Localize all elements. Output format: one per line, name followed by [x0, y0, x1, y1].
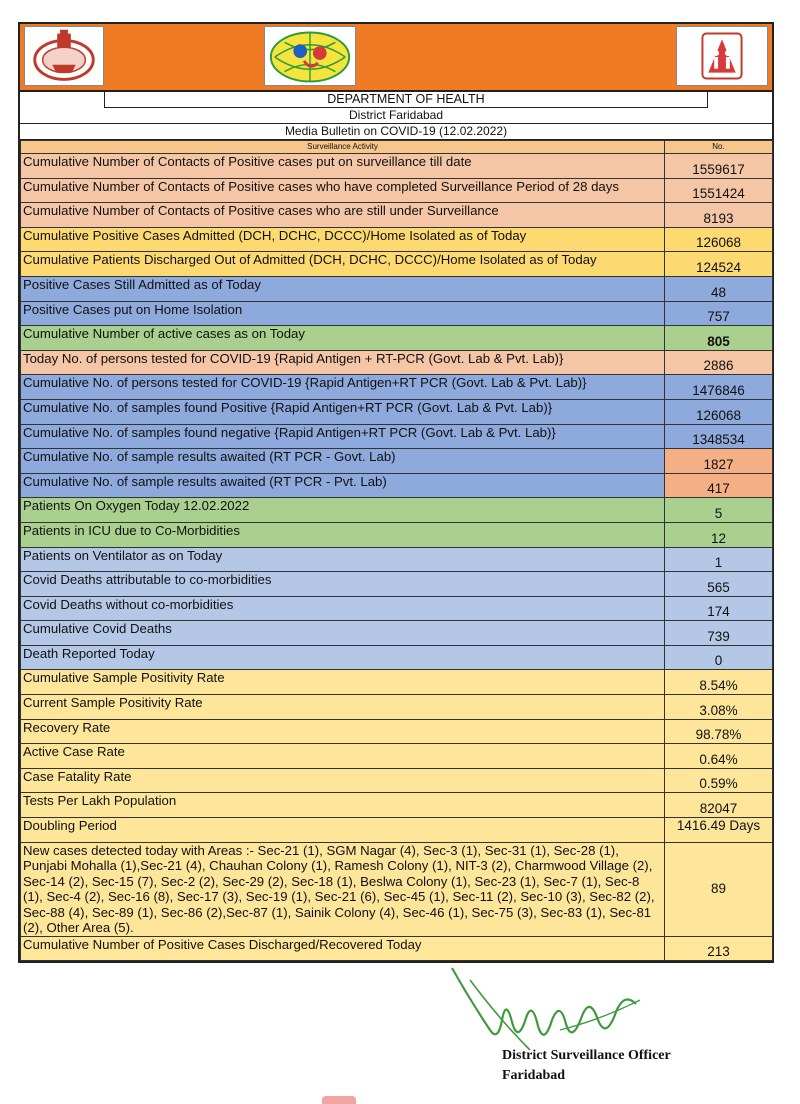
table-row [21, 547, 773, 572]
row-value: 0.64% [665, 744, 773, 769]
table-row [21, 449, 773, 474]
row-label: Covid Deaths without co-morbidities [21, 596, 665, 621]
row-label: Case Fatality Rate [21, 768, 665, 793]
health-mission-logo [264, 26, 356, 86]
table-row [21, 572, 773, 597]
table-row [21, 818, 773, 843]
row-value: 174 [665, 596, 773, 621]
table-row [21, 424, 773, 449]
table-row [21, 793, 773, 818]
officer-title: District Surveillance Officer [502, 1048, 671, 1063]
table-row [21, 621, 773, 646]
row-label: Cumulative No. of sample results awaited (RT PCR - Govt. Lab) [21, 449, 665, 474]
row-label: Doubling Period [21, 818, 665, 843]
table-row [21, 326, 773, 351]
row-label: Today No. of persons tested for COVID-19 {Rapid Antigen + RT-PCR (Govt. Lab & Pvt. Lab)} [21, 350, 665, 375]
row-label: Cumulative No. of sample results awaited (RT PCR - Pvt. Lab) [21, 473, 665, 498]
row-value: 126068 [665, 227, 773, 252]
row-value: 213 [665, 936, 773, 961]
row-label: Tests Per Lakh Population [21, 793, 665, 818]
row-label: Positive Cases Still Admitted as of Today [21, 276, 665, 301]
row-label: Patients in ICU due to Co-Morbidities [21, 522, 665, 547]
row-value: 1476846 [665, 375, 773, 400]
table-row [21, 645, 773, 670]
row-label: Cumulative Number of Positive Cases Discharged/Recovered Today [21, 936, 665, 961]
col-header-activity: Surveillance Activity [21, 141, 665, 154]
row-label: Patients On Oxygen Today 12.02.2022 [21, 498, 665, 523]
table-row [21, 596, 773, 621]
family-welfare-logo [676, 26, 768, 86]
table-row [21, 375, 773, 400]
row-value: 1827 [665, 449, 773, 474]
row-value: 805 [665, 326, 773, 351]
row-label: Death Reported Today [21, 645, 665, 670]
row-label: Cumulative Number of Contacts of Positive cases put on surveillance till date [21, 154, 665, 179]
col-header-no: No. [665, 141, 773, 154]
table-row [21, 399, 773, 424]
table-row [21, 473, 773, 498]
row-label: Cumulative Covid Deaths [21, 621, 665, 646]
row-value: 0.59% [665, 768, 773, 793]
row-label: Cumulative No. of samples found Positive {Rapid Antigen+RT PCR (Govt. Lab & Pvt. Lab)} [21, 399, 665, 424]
row-label: Patients on Ventilator as on Today [21, 547, 665, 572]
row-label: Current Sample Positivity Rate [21, 695, 665, 720]
table-row [21, 276, 773, 301]
district-title: District Faridabad [20, 108, 772, 124]
surveillance-table [20, 140, 773, 961]
table-row [21, 695, 773, 720]
table-row [21, 203, 773, 228]
row-label: Cumulative Sample Positivity Rate [21, 670, 665, 695]
officer-block [502, 1046, 671, 1086]
department-title: DEPARTMENT OF HEALTH [104, 92, 708, 108]
row-value: 8193 [665, 203, 773, 228]
header-banner [20, 24, 772, 92]
bulletin-sheet [18, 22, 774, 963]
row-value: 98.78% [665, 719, 773, 744]
table-row [21, 252, 773, 277]
table-header-row [21, 141, 773, 154]
row-value: 1551424 [665, 178, 773, 203]
new-cases-areas: New cases detected today with Areas :- Sec-21 (1), SGM Nagar (4), Sec-3 (1), Sec-31 (1), Sec-28 (1), Punjabi Mohalla (1),Sec-21 (4), Chauhan Colony (1), Ramesh Colony (1), NIT-3 (2), Charmwood Village (2), Sec-14 (2), Sec-15 (7), Sec-2 (2), Sec-29 (2), Sec-18 (1), Beslwa Colony (1), Sec-23 (1), Sec-7 (1), Sec-8 (1), Sec-4 (2), Sec-16 (8), Sec-17 (3), Sec-19 (1), Sec-21 (6), Sec-45 (1), Sec-11 (2), Sec-10 (3), Sec-82 (2), Sec-88 (4), Sec-89 (1), Sec-86 (2),Sec-87 (1), Sainik Colony (4), Sec-46 (1), Sec-75 (3), Sec-83 (1), Sec-81 (2), Other Area (5). [21, 842, 665, 936]
row-label: Cumulative Number of Contacts of Positive cases who are still under Surveillance [21, 203, 665, 228]
bulletin-title: Media Bulletin on COVID-19 (12.02.2022) [20, 124, 772, 140]
row-value: 124524 [665, 252, 773, 277]
row-label: Cumulative No. of samples found negative {Rapid Antigen+RT PCR (Govt. Lab & Pvt. Lab)} [21, 424, 665, 449]
table-row [21, 178, 773, 203]
row-value: 126068 [665, 399, 773, 424]
row-label: Covid Deaths attributable to co-morbidities [21, 572, 665, 597]
table-row [21, 719, 773, 744]
table-row [21, 498, 773, 523]
row-value: 739 [665, 621, 773, 646]
row-label: Cumulative Patients Discharged Out of Admitted (DCH, DCHC, DCCC)/Home Isolated as of Today [21, 252, 665, 277]
row-label: Cumulative No. of persons tested for COVID-19 {Rapid Antigen+RT PCR (Govt. Lab & Pvt. Lab)} [21, 375, 665, 400]
row-value: 1348534 [665, 424, 773, 449]
row-value: 82047 [665, 793, 773, 818]
row-value: 1559617 [665, 154, 773, 179]
row-value: 565 [665, 572, 773, 597]
new-cases-value: 89 [665, 842, 773, 936]
table-row [21, 768, 773, 793]
table-row [21, 522, 773, 547]
row-value: 12 [665, 522, 773, 547]
row-value: 48 [665, 276, 773, 301]
row-value: 757 [665, 301, 773, 326]
row-value: 417 [665, 473, 773, 498]
row-value: 5 [665, 498, 773, 523]
row-value: 1416.49 Days [665, 818, 773, 843]
row-label: Cumulative Positive Cases Admitted (DCH, DCHC, DCCC)/Home Isolated as of Today [21, 227, 665, 252]
row-label: Active Case Rate [21, 744, 665, 769]
row-value: 0 [665, 645, 773, 670]
row-value: 1 [665, 547, 773, 572]
row-value: 8.54% [665, 670, 773, 695]
row-label: Positive Cases put on Home Isolation [21, 301, 665, 326]
officer-place: Faridabad [502, 1068, 566, 1083]
table-row [21, 936, 773, 961]
row-label: Cumulative Number of active cases as on Today [21, 326, 665, 351]
table-row [21, 154, 773, 179]
table-row [21, 350, 773, 375]
table-row [21, 670, 773, 695]
row-label: Cumulative Number of Contacts of Positive cases who have completed Surveillance Period of 28 days [21, 178, 665, 203]
row-label: Recovery Rate [21, 719, 665, 744]
table-row [21, 227, 773, 252]
row-value: 3.08% [665, 695, 773, 720]
table-row [21, 744, 773, 769]
table-row-new-cases [21, 842, 773, 936]
table-row [21, 301, 773, 326]
row-value: 2886 [665, 350, 773, 375]
haryana-emblem-logo [24, 26, 104, 86]
